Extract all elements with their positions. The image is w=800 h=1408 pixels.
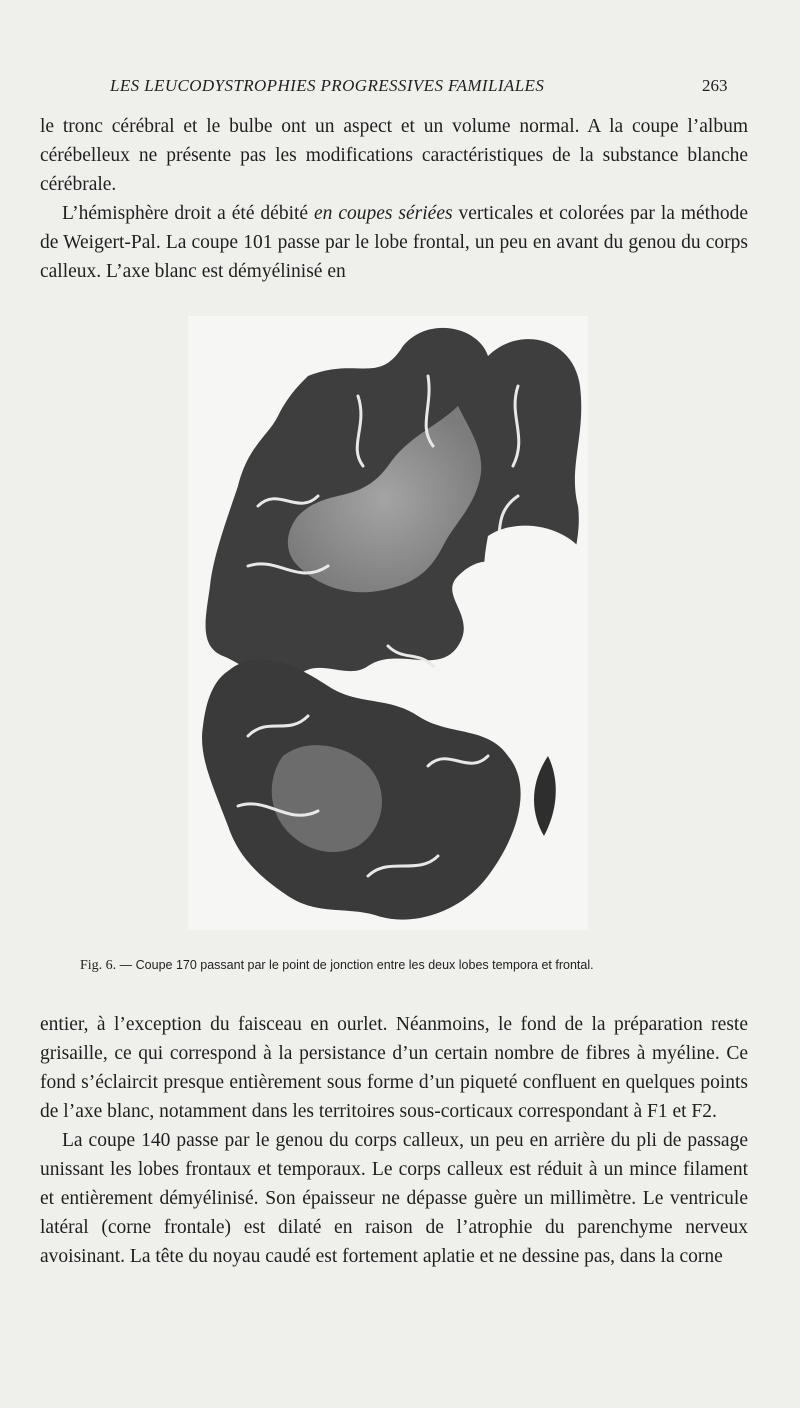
caption-text: — Coupe 170 passant par le point de jonction entre les deux lobes tempora et frontal. bbox=[116, 958, 594, 972]
italic-phrase: en coupes sériées bbox=[314, 203, 453, 224]
small-dark-fragment bbox=[534, 756, 556, 836]
text-run: verticales et colorées par la méthode de Weigert-Pal. La coupe 101 passe par le lobe frontal, un peu en avant du genou du corps calleux. L’axe blanc est démyélinisé en bbox=[40, 203, 748, 282]
bottom-text-block bbox=[40, 1010, 748, 1271]
top-text-block bbox=[40, 112, 748, 286]
running-title: LES LEUCODYSTROPHIES PROGRESSIVES FAMILIALES bbox=[110, 76, 545, 95]
brain-section-photograph bbox=[188, 316, 588, 930]
page-number: 263 bbox=[702, 76, 728, 95]
figure-caption bbox=[80, 958, 770, 974]
paragraph bbox=[40, 199, 748, 286]
lateral-ventricle bbox=[484, 526, 586, 648]
brain-section-image bbox=[188, 316, 588, 930]
paragraph: le tronc cérébral et le bulbe ont un aspect et un volume normal. A la coupe l’album cérébelleux ne présente pas les modifications caractéristiques de la substance blanche cérébrale. bbox=[40, 116, 748, 195]
figure-label: Fig. 6. bbox=[80, 958, 117, 973]
paragraph: entier, à l’exception du faisceau en ourlet. Néanmoins, le fond de la préparation reste grisaille, ce qui correspond à la persistance d’un certain nombre de fibres à myéline. Ce fond s’éclaircit presque entièrement sous forme d’un piqueté confluent en quelques points de l’axe blanc, notamment dans les territoires sous-corticaux correspondant à F1 et F2. bbox=[40, 1014, 748, 1122]
text-run: L’hémisphère droit a été débité bbox=[62, 203, 314, 224]
paragraph: La coupe 140 passe par le genou du corps calleux, un peu en arrière du pli de passage unissant les lobes frontaux et temporaux. Le corps calleux est réduit à un mince filament et entièrement démyélinisé. Son épaisseur ne dépasse guère un millimètre. Le ventricule latéral (corne frontale) est dilaté en raison de l’atrophie du parenchyme nerveux avoisinant. La tête du noyau caudé est fortement aplatie et ne dessine pas, dans la corne bbox=[40, 1130, 748, 1267]
